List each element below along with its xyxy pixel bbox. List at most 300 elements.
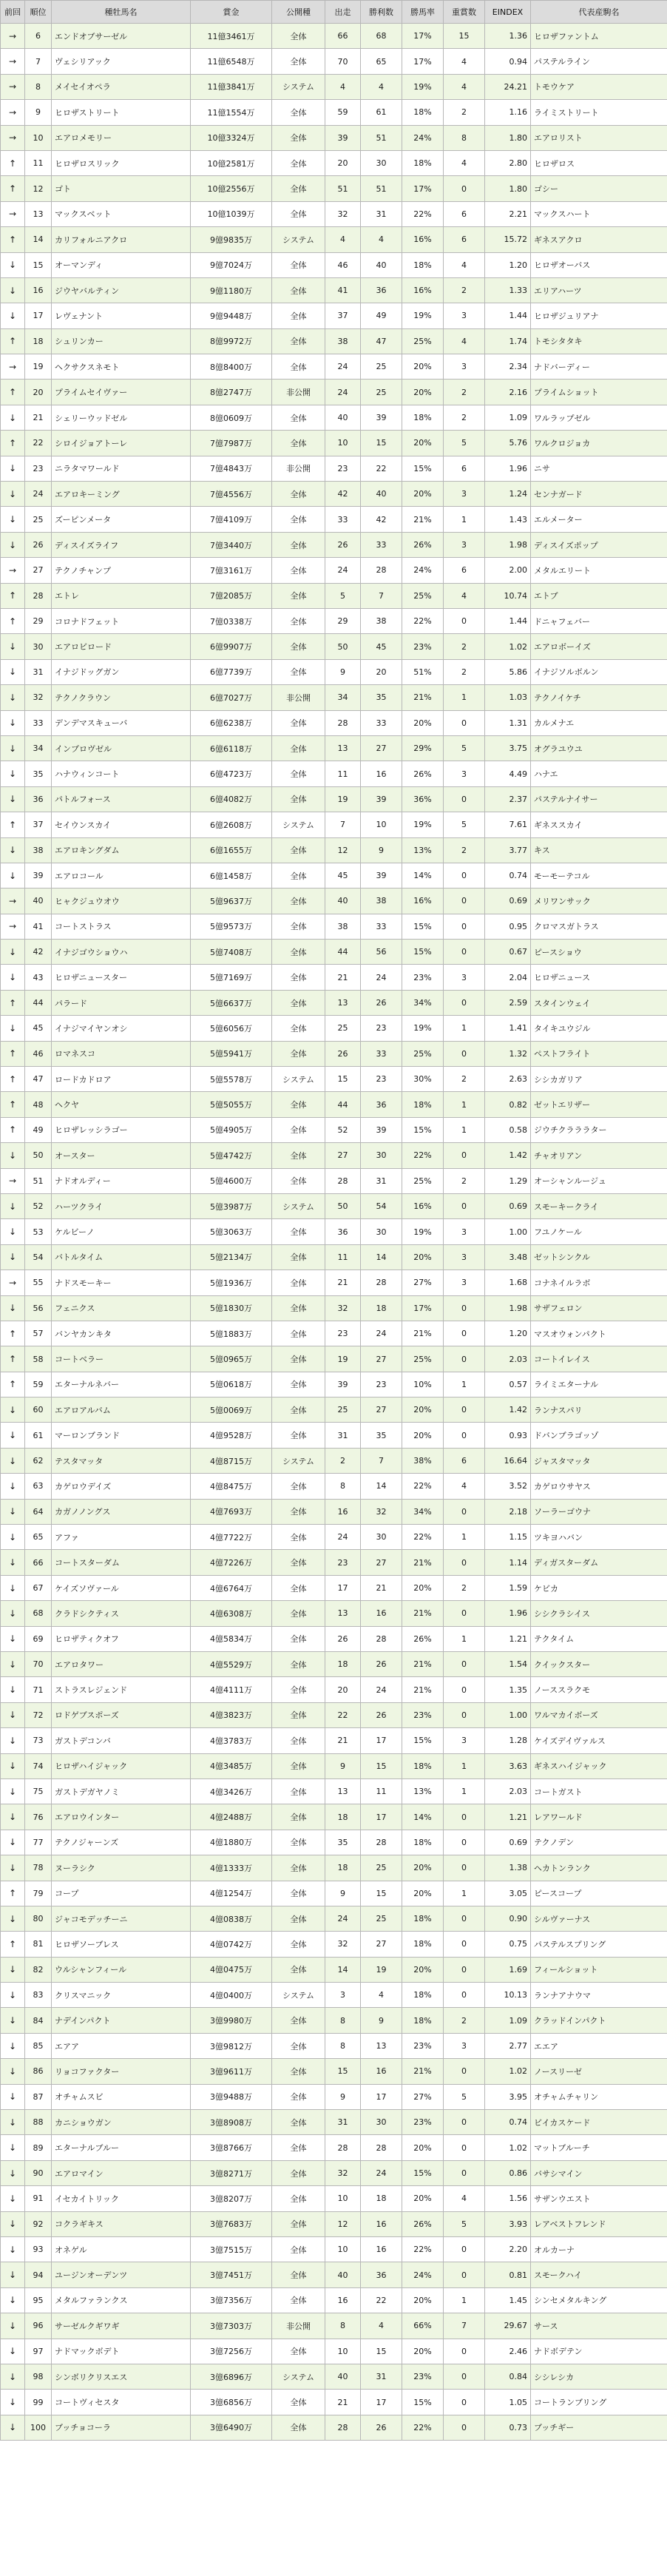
cell-representative-horse[interactable]: パステルスプリング [531, 1932, 667, 1957]
cell-representative-horse[interactable]: エアロボーイズ [531, 634, 667, 659]
cell-stallion-name[interactable]: ヒロザソーブレス [52, 1932, 191, 1957]
cell-stallion-name[interactable]: ナデインパクト [52, 2008, 191, 2033]
cell-representative-horse[interactable]: パステルナイサー [531, 786, 667, 812]
cell-win-rate: 26% [402, 532, 444, 557]
cell-representative-horse[interactable]: クイックスター [531, 1652, 667, 1677]
cell-representative-horse[interactable]: ヒロザオーバス [531, 252, 667, 277]
table-row[interactable] [1, 1244, 667, 1270]
cell-representative-horse[interactable]: ドバンブラゴッゾ [531, 1423, 667, 1448]
cell-stallion-name[interactable]: ヘクサクスネモト [52, 354, 191, 380]
cell-stallion-name[interactable]: プライムセイヴァー [52, 380, 191, 405]
table-row[interactable] [1, 1117, 667, 1142]
cell-public-type: 全体 [272, 354, 325, 380]
table-row[interactable] [1, 2211, 667, 2236]
table-row[interactable] [1, 303, 667, 328]
table-row[interactable] [1, 1193, 667, 1218]
cell-representative-horse[interactable]: メリワンサック [531, 889, 667, 914]
cell-stallion-name[interactable]: オーマンディ [52, 252, 191, 277]
cell-stallion-name[interactable]: クラドシクティス [52, 1601, 191, 1626]
table-row[interactable] [1, 1448, 667, 1473]
cell-stallion-name[interactable]: エアア [52, 2033, 191, 2058]
cell-representative-horse[interactable]: メタルエリート [531, 558, 667, 583]
cell-stallion-name[interactable]: エターナルネバー [52, 1372, 191, 1397]
cell-representative-horse[interactable]: ノーススラクモ [531, 1677, 667, 1702]
cell-stallion-name[interactable]: ケルビーノ [52, 1219, 191, 1244]
cell-stallion-name[interactable]: コープ [52, 1881, 191, 1906]
table-row[interactable] [1, 1372, 667, 1397]
cell-representative-horse[interactable]: ピースショウ [531, 940, 667, 965]
cell-public-type: 全体 [272, 2287, 325, 2313]
cell-stallion-name[interactable]: ヒロザハイジャック [52, 1753, 191, 1778]
table-row[interactable] [1, 1906, 667, 1931]
cell-stallion-name[interactable]: ロドゲブスポーズ [52, 1702, 191, 1727]
cell-representative-horse[interactable]: ゼットエリザー [531, 1092, 667, 1117]
cell-stallion-name[interactable]: シロイジョアトーレ [52, 431, 191, 456]
cell-representative-horse[interactable]: キス [531, 837, 667, 863]
cell-representative-horse[interactable]: テクタイム [531, 1626, 667, 1651]
table-row[interactable] [1, 2059, 667, 2084]
table-row[interactable] [1, 1778, 667, 1804]
table-row[interactable] [1, 990, 667, 1015]
cell-stallion-name[interactable]: イナジマイヤンオシ [52, 1016, 191, 1041]
cell-representative-horse[interactable]: シシカガリア [531, 1067, 667, 1092]
cell-prize: 6億6238万 [191, 710, 272, 735]
cell-representative-horse[interactable]: マックスハート [531, 201, 667, 226]
cell-stallion-name[interactable]: カゲロウデイズ [52, 1474, 191, 1499]
cell-representative-horse[interactable]: エエア [531, 2033, 667, 2058]
cell-representative-horse[interactable]: クラッドインパクト [531, 2008, 667, 2033]
table-row[interactable] [1, 380, 667, 405]
cell-stallion-name[interactable]: エアロタワー [52, 1652, 191, 1677]
cell-stallion-name[interactable]: ヒロザティクオフ [52, 1626, 191, 1651]
table-row[interactable] [1, 1397, 667, 1423]
table-row[interactable] [1, 1423, 667, 1448]
cell-representative-horse[interactable]: ディガスターダム [531, 1550, 667, 1575]
cell-stallion-name[interactable]: ナドマックボデト [52, 2339, 191, 2364]
table-row[interactable] [1, 710, 667, 735]
cell-stallion-name[interactable]: エアロウインター [52, 1804, 191, 1830]
cell-stallion-name[interactable]: ガストデガヤノミ [52, 1778, 191, 1804]
cell-stallion-name[interactable]: ハナウィンコート [52, 761, 191, 786]
table-row[interactable] [1, 837, 667, 863]
cell-prev-rank-arrow: → [1, 1270, 25, 1295]
cell-representative-horse[interactable]: ジャスタマッタ [531, 1448, 667, 1473]
cell-stallion-name[interactable]: バトルタイム [52, 1244, 191, 1270]
cell-stallion-name[interactable]: エアロキーミング [52, 482, 191, 507]
cell-stallion-name[interactable]: ガストデコンバ [52, 1728, 191, 1753]
cell-representative-horse[interactable]: コートガスト [531, 1778, 667, 1804]
cell-stallion-name[interactable]: アファ [52, 1525, 191, 1550]
table-row[interactable] [1, 24, 667, 49]
table-row[interactable] [1, 532, 667, 557]
cell-representative-horse[interactable]: ギネススカイ [531, 812, 667, 837]
cell-representative-horse[interactable]: ヒロザジュリアナ [531, 303, 667, 328]
cell-representative-horse[interactable]: ヘカトンランク [531, 1855, 667, 1881]
cell-representative-horse[interactable]: ワルラップゼル [531, 405, 667, 430]
cell-stallion-name[interactable]: エアロマイン [52, 2160, 191, 2185]
cell-representative-horse[interactable]: ナドボデテン [531, 2339, 667, 2364]
cell-stallion-name[interactable]: ヴェシリアック [52, 49, 191, 74]
cell-stallion-name[interactable]: レヴェナント [52, 303, 191, 328]
table-row[interactable] [1, 659, 667, 684]
cell-stallion-name[interactable]: ハーツクライ [52, 1193, 191, 1218]
cell-representative-horse[interactable]: ディスイズポップ [531, 532, 667, 557]
cell-stallion-name[interactable]: シュリンカー [52, 328, 191, 354]
cell-representative-horse[interactable]: ドニャフェバー [531, 608, 667, 633]
cell-stallion-name[interactable]: カリフォルニアクロ [52, 227, 191, 252]
cell-representative-horse[interactable]: エルメーター [531, 507, 667, 532]
cell-representative-horse[interactable]: ワルマカイボーズ [531, 1702, 667, 1727]
table-row[interactable] [1, 1830, 667, 1855]
cell-stallion-name[interactable]: テクノチャンプ [52, 558, 191, 583]
cell-representative-horse[interactable]: ランナスパリ [531, 1397, 667, 1423]
table-row[interactable] [1, 49, 667, 74]
table-row[interactable] [1, 1295, 667, 1321]
cell-representative-horse[interactable]: ギネスハイジャック [531, 1753, 667, 1778]
cell-stallion-name[interactable]: インプロヴゼル [52, 735, 191, 761]
cell-prize: 6億6118万 [191, 735, 272, 761]
cell-stallion-name[interactable]: ヒロザロスリック [52, 150, 191, 175]
table-row[interactable] [1, 2110, 667, 2135]
table-row[interactable] [1, 786, 667, 812]
cell-stallion-name[interactable]: オチャムスビ [52, 2084, 191, 2109]
cell-representative-horse[interactable]: バサシマイン [531, 2160, 667, 2185]
cell-stallion-name[interactable]: マーロンブランド [52, 1423, 191, 1448]
cell-representative-horse[interactable]: エトブ [531, 583, 667, 608]
table-row[interactable] [1, 1041, 667, 1066]
cell-stallion-name[interactable]: エアロアルバム [52, 1397, 191, 1423]
cell-stallion-name[interactable]: ヘクヤ [52, 1092, 191, 1117]
cell-representative-horse[interactable]: サース [531, 2313, 667, 2339]
cell-stallion-name[interactable]: コクラギキス [52, 2211, 191, 2236]
cell-representative-horse[interactable]: ワルクロジョカ [531, 431, 667, 456]
table-row[interactable] [1, 1652, 667, 1677]
table-row[interactable] [1, 2313, 667, 2339]
table-row[interactable] [1, 889, 667, 914]
cell-stallion-name[interactable]: コートスターダム [52, 1550, 191, 1575]
cell-representative-horse[interactable]: コートイレイス [531, 1346, 667, 1372]
cell-representative-horse[interactable]: ライミストリート [531, 100, 667, 125]
cell-stallion-name[interactable]: マックスベット [52, 201, 191, 226]
cell-stallion-name[interactable]: テスタマッタ [52, 1448, 191, 1473]
table-row[interactable] [1, 1092, 667, 1117]
table-row[interactable] [1, 2135, 667, 2160]
table-row[interactable] [1, 1753, 667, 1778]
table-row[interactable] [1, 252, 667, 277]
table-row[interactable] [1, 583, 667, 608]
table-row[interactable] [1, 1067, 667, 1092]
table-row[interactable] [1, 761, 667, 786]
cell-stallion-name[interactable]: ケイズソヴァール [52, 1575, 191, 1600]
table-row[interactable] [1, 150, 667, 175]
cell-representative-horse[interactable]: コナネイルラボ [531, 1270, 667, 1295]
table-row[interactable] [1, 1957, 667, 1982]
cell-representative-horse[interactable]: マットブルーチ [531, 2135, 667, 2160]
table-row[interactable] [1, 735, 667, 761]
table-row[interactable] [1, 328, 667, 354]
table-row[interactable] [1, 227, 667, 252]
cell-representative-horse[interactable]: サザンウエスト [531, 2186, 667, 2211]
cell-representative-horse[interactable]: ナドバーディー [531, 354, 667, 380]
cell-representative-horse[interactable]: ニサ [531, 456, 667, 481]
cell-representative-horse[interactable]: オルカーナ [531, 2236, 667, 2262]
cell-stallion-name[interactable]: シェリーウッドゼル [52, 405, 191, 430]
cell-representative-horse[interactable]: ペストフライト [531, 1041, 667, 1066]
cell-starts: 35 [325, 1830, 361, 1855]
cell-representative-horse[interactable]: オグラユウユ [531, 735, 667, 761]
table-row[interactable] [1, 1855, 667, 1881]
table-row[interactable] [1, 405, 667, 430]
cell-representative-horse[interactable]: フユノケール [531, 1219, 667, 1244]
cell-representative-horse[interactable]: ソーラーゴウナ [531, 1499, 667, 1524]
cell-stallion-name[interactable]: セイウンスカイ [52, 812, 191, 837]
cell-stallion-name[interactable]: ヒロザニュースター [52, 965, 191, 990]
cell-stallion-name[interactable]: コートストラス [52, 914, 191, 939]
cell-public-type: 全体 [272, 1219, 325, 1244]
cell-stallion-name[interactable]: エアロメモリー [52, 125, 191, 150]
table-row[interactable] [1, 201, 667, 226]
table-row[interactable] [1, 1728, 667, 1753]
table-row[interactable] [1, 176, 667, 201]
cell-representative-horse[interactable]: チャオリアン [531, 1143, 667, 1168]
cell-stallion-name[interactable]: カニショウガン [52, 2110, 191, 2135]
cell-representative-horse[interactable]: ジウチクラララター [531, 1117, 667, 1142]
cell-representative-horse[interactable]: センナガード [531, 482, 667, 507]
cell-stallion-name[interactable]: ロマネスコ [52, 1041, 191, 1066]
cell-stallion-name[interactable]: ヒロザストリート [52, 100, 191, 125]
cell-representative-horse[interactable]: カルメナエ [531, 710, 667, 735]
cell-representative-horse[interactable]: オーシャンルージュ [531, 1168, 667, 1193]
table-row[interactable] [1, 2339, 667, 2364]
cell-prize: 8億9972万 [191, 328, 272, 354]
cell-representative-horse[interactable]: ヒロザニュース [531, 965, 667, 990]
cell-representative-horse[interactable]: クロマスガトラス [531, 914, 667, 939]
cell-representative-horse[interactable]: ハナエ [531, 761, 667, 786]
table-row[interactable] [1, 2186, 667, 2211]
cell-stallion-name[interactable]: コートヴィセスタ [52, 2390, 191, 2415]
table-row[interactable] [1, 2008, 667, 2033]
table-row[interactable] [1, 1016, 667, 1041]
cell-stallion-name[interactable]: テクノクラウン [52, 685, 191, 710]
table-row[interactable] [1, 2033, 667, 2058]
cell-representative-horse[interactable]: トモシタタキ [531, 328, 667, 354]
cell-eindex: 1.54 [485, 1652, 531, 1677]
table-row[interactable] [1, 1321, 667, 1346]
cell-stallion-name[interactable]: ウルシャンフィール [52, 1957, 191, 1982]
table-row[interactable] [1, 1143, 667, 1168]
cell-stallion-name[interactable]: バンヤカンキタ [52, 1321, 191, 1346]
table-row[interactable] [1, 2415, 667, 2440]
cell-representative-horse[interactable]: モーモーテコル [531, 863, 667, 888]
cell-representative-horse[interactable]: シンセメタルキング [531, 2287, 667, 2313]
cell-stallion-name[interactable]: ゴト [52, 176, 191, 201]
table-row[interactable] [1, 1601, 667, 1626]
cell-representative-horse[interactable]: ヒロザファントム [531, 24, 667, 49]
cell-representative-horse[interactable]: テクノデン [531, 1830, 667, 1855]
table-row[interactable] [1, 482, 667, 507]
cell-representative-horse[interactable]: トモウケア [531, 74, 667, 99]
cell-stallion-name[interactable]: オースター [52, 1143, 191, 1168]
cell-stallion-name[interactable]: ヒロザレッシラゴー [52, 1117, 191, 1142]
table-row[interactable] [1, 1677, 667, 1702]
cell-graded-wins: 1 [444, 685, 485, 710]
cell-representative-horse[interactable]: カゲロウサヤス [531, 1474, 667, 1499]
table-row[interactable] [1, 100, 667, 125]
table-row[interactable] [1, 634, 667, 659]
cell-representative-horse[interactable]: プライムショット [531, 380, 667, 405]
cell-stallion-name[interactable]: メイセイオペラ [52, 74, 191, 99]
cell-representative-horse[interactable]: レアベストフレンド [531, 2211, 667, 2236]
cell-representative-horse[interactable]: スモークハイ [531, 2262, 667, 2287]
cell-stallion-name[interactable]: ナドスモーキー [52, 1270, 191, 1295]
cell-stallion-name[interactable]: ヒャクジュウオウ [52, 889, 191, 914]
cell-prev-rank-arrow: ↑ [1, 990, 25, 1015]
table-row[interactable] [1, 2262, 667, 2287]
table-row[interactable] [1, 1550, 667, 1575]
cell-stallion-name[interactable]: エアロビロード [52, 634, 191, 659]
table-row[interactable] [1, 2287, 667, 2313]
cell-stallion-name[interactable]: エアロキングダム [52, 837, 191, 863]
table-row[interactable] [1, 507, 667, 532]
cell-representative-horse[interactable]: ツキヨハバン [531, 1525, 667, 1550]
table-row[interactable] [1, 1270, 667, 1295]
cell-representative-horse[interactable]: オチャムチャリン [531, 2084, 667, 2109]
table-row[interactable] [1, 354, 667, 380]
table-row[interactable] [1, 1525, 667, 1550]
table-row[interactable] [1, 1626, 667, 1651]
cell-representative-horse[interactable]: コートランブリング [531, 2390, 667, 2415]
table-row[interactable] [1, 863, 667, 888]
cell-stallion-name[interactable]: リョコファクター [52, 2059, 191, 2084]
cell-representative-horse[interactable]: シルヴァーナス [531, 1906, 667, 1931]
table-row[interactable] [1, 812, 667, 837]
cell-stallion-name[interactable]: クリスマニック [52, 1983, 191, 2008]
table-row[interactable] [1, 2364, 667, 2389]
table-row[interactable] [1, 608, 667, 633]
cell-stallion-name[interactable]: ブッチョコーラ [52, 2415, 191, 2440]
cell-stallion-name[interactable]: エターナルブルー [52, 2135, 191, 2160]
cell-representative-horse[interactable]: サザフェロン [531, 1295, 667, 1321]
cell-stallion-name[interactable]: コロナドフェット [52, 608, 191, 633]
cell-stallion-name[interactable]: サーゼルクギワギ [52, 2313, 191, 2339]
table-row[interactable] [1, 1346, 667, 1372]
cell-representative-horse[interactable]: ケビカ [531, 1575, 667, 1600]
cell-representative-horse[interactable]: ノースリーゼ [531, 2059, 667, 2084]
table-row[interactable] [1, 1702, 667, 1727]
cell-representative-horse[interactable]: パステルライン [531, 49, 667, 74]
cell-representative-horse[interactable]: マスオウォンパクト [531, 1321, 667, 1346]
cell-stallion-name[interactable]: ユージンオーデンツ [52, 2262, 191, 2287]
table-row[interactable] [1, 125, 667, 150]
cell-stallion-name[interactable]: イセカイトリック [52, 2186, 191, 2211]
table-row[interactable] [1, 685, 667, 710]
table-row[interactable] [1, 1804, 667, 1830]
cell-rank: 78 [25, 1855, 52, 1881]
table-row[interactable] [1, 2236, 667, 2262]
cell-stallion-name[interactable]: イナジゴウショウハ [52, 940, 191, 965]
cell-stallion-name[interactable]: ヌーラシク [52, 1855, 191, 1881]
cell-stallion-name[interactable]: イナジドッグガン [52, 659, 191, 684]
cell-representative-horse[interactable]: ギネスアクロ [531, 227, 667, 252]
table-row[interactable] [1, 1575, 667, 1600]
cell-starts: 13 [325, 990, 361, 1015]
cell-stallion-name[interactable]: ストラスレジェンド [52, 1677, 191, 1702]
cell-representative-horse[interactable]: イナジソルボルン [531, 659, 667, 684]
table-row[interactable] [1, 1219, 667, 1244]
cell-representative-horse[interactable]: タイキユウジル [531, 1016, 667, 1041]
cell-representative-horse[interactable]: エアロリスト [531, 125, 667, 150]
table-row[interactable] [1, 914, 667, 939]
cell-stallion-name[interactable]: コートベラー [52, 1346, 191, 1372]
cell-representative-horse[interactable]: ビイカスケード [531, 2110, 667, 2135]
table-row[interactable] [1, 431, 667, 456]
cell-stallion-name[interactable]: エトレ [52, 583, 191, 608]
cell-representative-horse[interactable]: レアワールド [531, 1804, 667, 1830]
table-row[interactable] [1, 1499, 667, 1524]
cell-stallion-name[interactable]: カガノノングス [52, 1499, 191, 1524]
cell-representative-horse[interactable]: ライミエターナル [531, 1372, 667, 1397]
cell-stallion-name[interactable]: ジウヤバルティン [52, 277, 191, 303]
cell-representative-horse[interactable]: スモーキークライ [531, 1193, 667, 1218]
cell-stallion-name[interactable]: ジャコモデッチーニ [52, 1906, 191, 1931]
table-row[interactable] [1, 1168, 667, 1193]
cell-stallion-name[interactable]: エンドオブサーゼル [52, 24, 191, 49]
cell-stallion-name[interactable]: シンボリクリスエス [52, 2364, 191, 2389]
table-row[interactable] [1, 1881, 667, 1906]
cell-stallion-name[interactable]: パラード [52, 990, 191, 1015]
table-row[interactable] [1, 1932, 667, 1957]
cell-representative-horse[interactable]: フィールショット [531, 1957, 667, 1982]
cell-stallion-name[interactable]: ニラタマワールド [52, 456, 191, 481]
cell-representative-horse[interactable]: ヒロザロス [531, 150, 667, 175]
table-row[interactable] [1, 1474, 667, 1499]
cell-representative-horse[interactable]: ブッチギー [531, 2415, 667, 2440]
cell-representative-horse[interactable]: テクノイケチ [531, 685, 667, 710]
table-row[interactable] [1, 74, 667, 99]
cell-representative-horse[interactable]: ゴシー [531, 176, 667, 201]
cell-representative-horse[interactable]: ピースコープ [531, 1881, 667, 1906]
table-row[interactable] [1, 558, 667, 583]
cell-stallion-name[interactable]: ナドオルディー [52, 1168, 191, 1193]
cell-stallion-name[interactable]: エアロコール [52, 863, 191, 888]
table-row[interactable] [1, 2390, 667, 2415]
cell-representative-horse[interactable]: ランナアナウマ [531, 1983, 667, 2008]
table-row[interactable] [1, 2084, 667, 2109]
cell-representative-horse[interactable]: スタインウェイ [531, 990, 667, 1015]
cell-graded-wins: 0 [444, 176, 485, 201]
cell-stallion-name[interactable]: ディスイズライフ [52, 532, 191, 557]
cell-representative-horse[interactable]: シシクラシイス [531, 1601, 667, 1626]
cell-stallion-name[interactable]: ロードカドロア [52, 1067, 191, 1092]
cell-stallion-name[interactable]: テクノジャーンズ [52, 1830, 191, 1855]
cell-representative-horse[interactable]: ケイズデイヴァルス [531, 1728, 667, 1753]
cell-stallion-name[interactable]: フェニクス [52, 1295, 191, 1321]
table-row[interactable] [1, 277, 667, 303]
cell-representative-horse[interactable]: シシレシカ [531, 2364, 667, 2389]
table-row[interactable] [1, 2160, 667, 2185]
cell-representative-horse[interactable]: エリアハーツ [531, 277, 667, 303]
cell-representative-horse[interactable]: ゼットシンクル [531, 1244, 667, 1270]
cell-stallion-name[interactable]: ズーピンメータ [52, 507, 191, 532]
table-row[interactable] [1, 940, 667, 965]
cell-stallion-name[interactable]: パトルフォース [52, 786, 191, 812]
cell-stallion-name[interactable]: デンデマスキューバ [52, 710, 191, 735]
table-row[interactable] [1, 456, 667, 481]
table-row[interactable] [1, 1983, 667, 2008]
cell-stallion-name[interactable]: メタルファランクス [52, 2287, 191, 2313]
table-row[interactable] [1, 965, 667, 990]
cell-stallion-name[interactable]: オネゲル [52, 2236, 191, 2262]
